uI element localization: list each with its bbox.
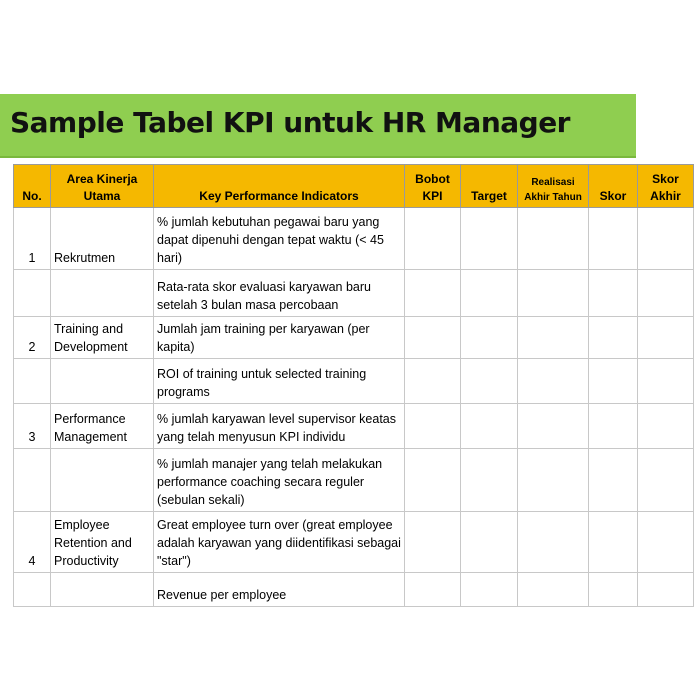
cell-no: 4	[14, 512, 51, 573]
cell-skor	[589, 573, 638, 607]
header-skor-akhir: Skor Akhir	[638, 165, 694, 208]
cell-area	[51, 449, 154, 512]
cell-kpi: % jumlah manajer yang telah melakukan performance coaching secara reguler (sebulan sekali)	[154, 449, 405, 512]
cell-bobot	[405, 270, 461, 317]
cell-kpi: Great employee turn over (great employee adalah karyawan yang diidentifikasi sebagai "star")	[154, 512, 405, 573]
cell-realisasi	[518, 317, 589, 359]
cell-kpi: Jumlah jam training per karyawan (per kapita)	[154, 317, 405, 359]
header-area: Area Kinerja Utama	[51, 165, 154, 208]
cell-realisasi	[518, 270, 589, 317]
cell-target	[461, 317, 518, 359]
cell-skor-akhir	[638, 404, 694, 449]
cell-bobot	[405, 359, 461, 404]
table-row	[14, 359, 694, 404]
cell-target	[461, 449, 518, 512]
cell-target	[461, 270, 518, 317]
cell-area	[51, 573, 154, 607]
cell-bobot	[405, 404, 461, 449]
cell-bobot	[405, 317, 461, 359]
cell-kpi: Rata-rata skor evaluasi karyawan baru setelah 3 bulan masa percobaan	[154, 270, 405, 317]
cell-skor	[589, 270, 638, 317]
page-title: Sample Tabel KPI untuk HR Manager	[10, 106, 570, 139]
header-realisasi: Realisasi Akhir Tahun	[518, 165, 589, 208]
cell-bobot	[405, 512, 461, 573]
cell-skor-akhir	[638, 208, 694, 270]
cell-realisasi	[518, 449, 589, 512]
cell-bobot	[405, 573, 461, 607]
cell-realisasi	[518, 512, 589, 573]
cell-no	[14, 449, 51, 512]
cell-no: 3	[14, 404, 51, 449]
cell-no: 2	[14, 317, 51, 359]
cell-skor	[589, 208, 638, 270]
cell-target	[461, 208, 518, 270]
cell-realisasi	[518, 573, 589, 607]
cell-bobot	[405, 449, 461, 512]
cell-skor-akhir	[638, 270, 694, 317]
cell-skor	[589, 404, 638, 449]
cell-skor-akhir	[638, 359, 694, 404]
cell-skor	[589, 359, 638, 404]
cell-skor-akhir	[638, 573, 694, 607]
table-row	[14, 512, 694, 573]
cell-skor	[589, 449, 638, 512]
table-row	[14, 317, 694, 359]
cell-target	[461, 512, 518, 573]
cell-skor-akhir	[638, 512, 694, 573]
cell-area: Rekrutmen	[51, 208, 154, 270]
table-row	[14, 208, 694, 270]
table-row	[14, 449, 694, 512]
cell-target	[461, 404, 518, 449]
cell-no	[14, 270, 51, 317]
cell-skor	[589, 317, 638, 359]
header-no: No.	[14, 165, 51, 208]
table-header-row	[14, 165, 694, 208]
cell-skor-akhir	[638, 317, 694, 359]
cell-area: Employee Retention and Productivity	[51, 512, 154, 573]
title-banner	[0, 94, 636, 158]
cell-area: Performance Management	[51, 404, 154, 449]
table-row	[14, 404, 694, 449]
cell-kpi: ROI of training untuk selected training programs	[154, 359, 405, 404]
cell-area: Training and Development	[51, 317, 154, 359]
cell-kpi: % jumlah kebutuhan pegawai baru yang dapat dipenuhi dengan tepat waktu (< 45 hari)	[154, 208, 405, 270]
cell-kpi: Revenue per employee	[154, 573, 405, 607]
kpi-table	[13, 164, 694, 607]
table-row	[14, 573, 694, 607]
header-kpi: Key Performance Indicators	[154, 165, 405, 208]
cell-realisasi	[518, 208, 589, 270]
table-row	[14, 270, 694, 317]
cell-no	[14, 359, 51, 404]
cell-no: 1	[14, 208, 51, 270]
cell-realisasi	[518, 359, 589, 404]
cell-skor-akhir	[638, 449, 694, 512]
cell-realisasi	[518, 404, 589, 449]
header-skor: Skor	[589, 165, 638, 208]
cell-target	[461, 573, 518, 607]
cell-area	[51, 359, 154, 404]
cell-area	[51, 270, 154, 317]
cell-bobot	[405, 208, 461, 270]
header-target: Target	[461, 165, 518, 208]
cell-target	[461, 359, 518, 404]
cell-kpi: % jumlah karyawan level supervisor keatas yang telah menyusun KPI individu	[154, 404, 405, 449]
cell-no	[14, 573, 51, 607]
cell-skor	[589, 512, 638, 573]
header-bobot: Bobot KPI	[405, 165, 461, 208]
